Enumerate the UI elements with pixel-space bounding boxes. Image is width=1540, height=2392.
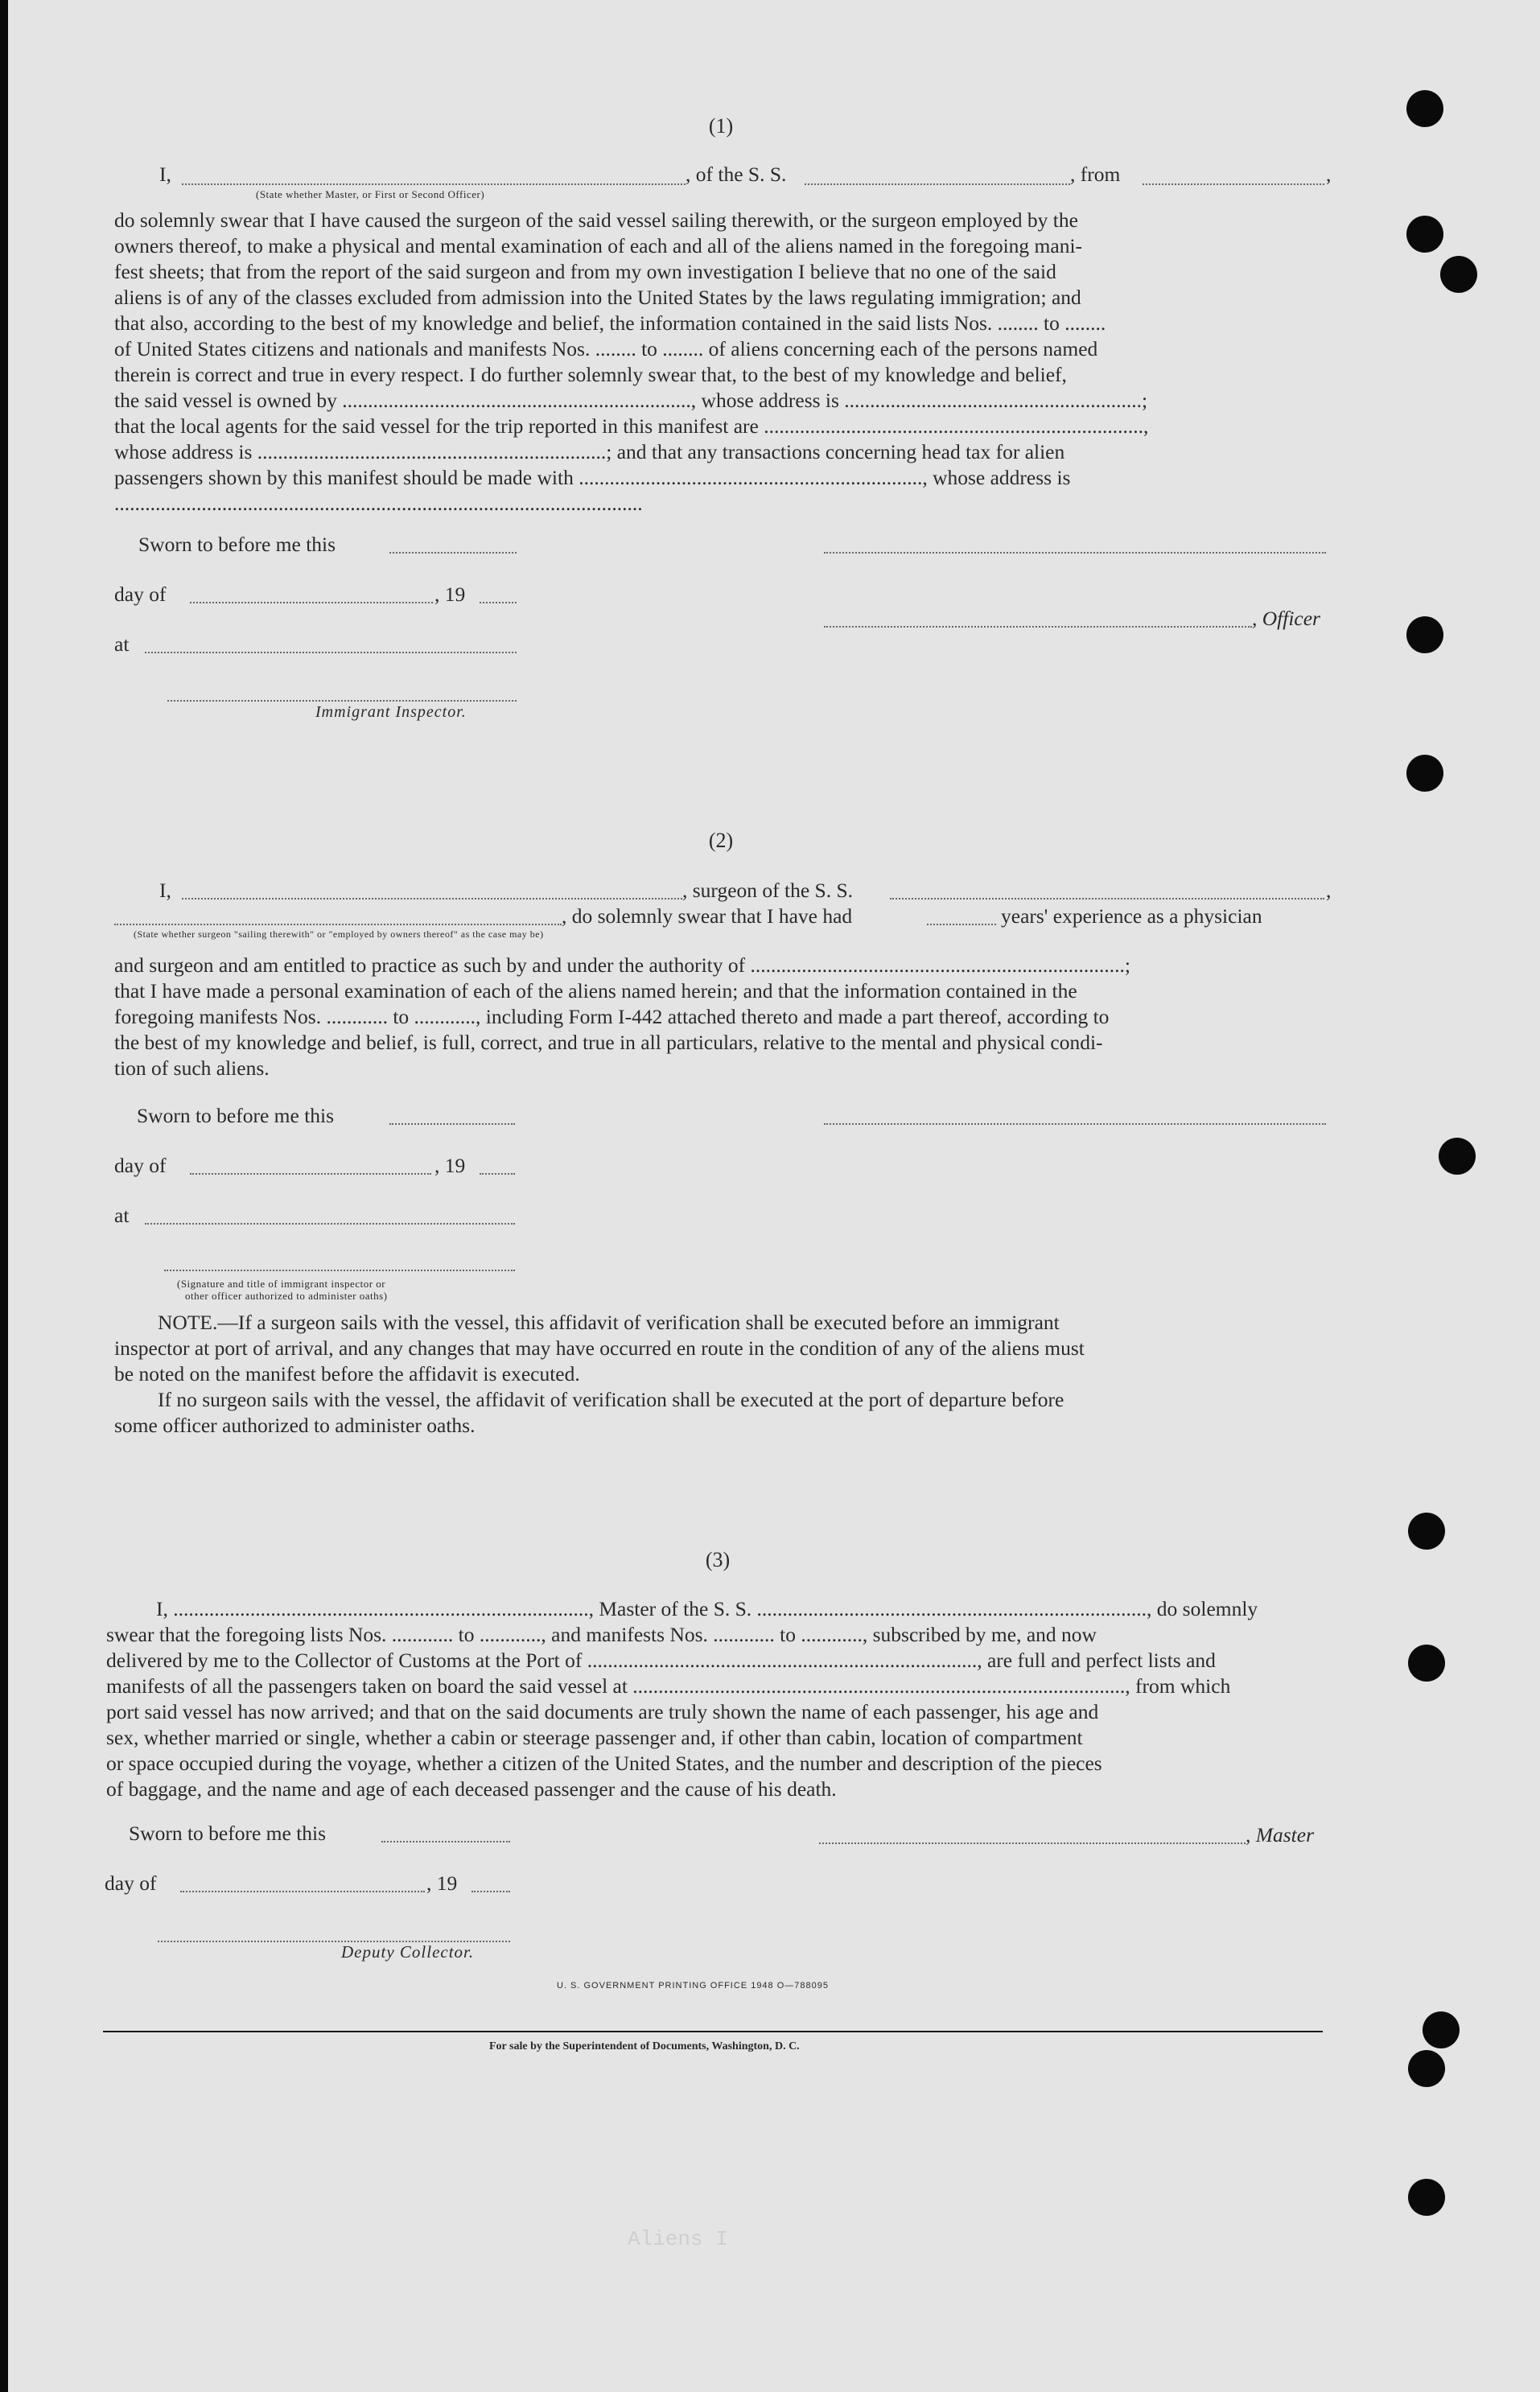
body-line: tion of such aliens. xyxy=(114,1056,270,1080)
collector-label: Deputy Collector. xyxy=(341,1942,475,1962)
section2-note xyxy=(114,1310,1328,1439)
body-line: sex, whether married or single, whether a cabin or steerage passenger and, if other than cabin, location of compartment xyxy=(106,1726,1083,1749)
swear-label: , do solemnly swear that I have had xyxy=(562,904,853,928)
section2-body xyxy=(114,953,1328,1081)
from-port-field[interactable] xyxy=(1143,183,1324,185)
year-field[interactable] xyxy=(471,1891,510,1892)
punch-hole xyxy=(1423,2011,1460,2048)
body-line: the best of my knowledge and belief, is full, correct, and true in all particulars, relative to the mental and physical condi- xyxy=(114,1031,1103,1054)
body-line: foregoing manifests Nos. ............ to ............, including Form I-442 attached thereto and made a part thereof, according to xyxy=(114,1005,1110,1028)
month-field[interactable] xyxy=(190,1173,431,1175)
master-label: , Master xyxy=(1246,1823,1314,1846)
punch-hole xyxy=(1406,755,1443,792)
body-line: port said vessel has now arrived; and that on the said documents are truly shown the name of each passenger, his age and xyxy=(106,1700,1099,1723)
sworn-label: Sworn to before me this xyxy=(129,1822,327,1845)
year-field[interactable] xyxy=(480,602,517,603)
officer-title-field[interactable] xyxy=(824,626,1252,628)
years-field[interactable] xyxy=(927,924,996,925)
body-line: or space occupied during the voyage, whether a citizen of the United States, and the number and description of the pieces xyxy=(106,1752,1102,1775)
surgeon-ship-field[interactable] xyxy=(890,898,1324,900)
body-line: do solemnly swear that I have caused the surgeon of the said vessel sailing therewith, or the surgeon employed by the xyxy=(114,208,1078,232)
month-field[interactable] xyxy=(190,602,433,603)
section3-number: (3) xyxy=(705,1548,731,1571)
body-line: I, ................................................................................., Master of the S. S. ............................................................................, do solemnly xyxy=(156,1597,1258,1620)
inspector-signature-field[interactable] xyxy=(167,700,517,702)
body-line: and surgeon and am entitled to practice as such by and under the authority of .........................................................................; xyxy=(114,953,1130,977)
line-end-comma: , xyxy=(1326,163,1332,186)
body-line: whose address is ....................................................................; and that any transactions concerning head tax for alien xyxy=(114,440,1065,463)
punch-hole xyxy=(1408,2050,1445,2087)
surgeon-status-note: (State whether surgeon "sailing therewith" or "employed by owners thereof" as the case may be) xyxy=(134,928,544,940)
punch-hole xyxy=(1408,2179,1445,2216)
at-place-field[interactable] xyxy=(145,652,517,653)
body-line: ....................................................................................................... xyxy=(114,492,643,515)
body-line: fest sheets; that from the report of the said surgeon and from my own investigation I believe that no one of the said xyxy=(114,260,1056,283)
officer-name-field[interactable] xyxy=(182,183,686,185)
year-field[interactable] xyxy=(480,1173,515,1175)
month-field[interactable] xyxy=(180,1891,425,1892)
oath-pronoun: I, xyxy=(159,163,171,186)
year-label: , 19 xyxy=(434,1154,466,1177)
of-ship-label: , of the S. S. xyxy=(686,163,787,186)
body-line: passengers shown by this manifest should be made with ..................................................................., whose address is xyxy=(114,466,1071,489)
sworn-day-field[interactable] xyxy=(389,1123,515,1125)
note-line: inspector at port of arrival, and any changes that may have occurred en route in the condition of any of the aliens must xyxy=(114,1336,1085,1360)
section2-pronoun: I, xyxy=(159,879,171,902)
master-signature-field[interactable] xyxy=(819,1842,1246,1844)
surgeon-signature-field[interactable] xyxy=(824,1123,1326,1125)
signature-note: other officer authorized to administer oaths) xyxy=(185,1290,388,1302)
punch-hole xyxy=(1406,616,1443,653)
inspector-label: Immigrant Inspector. xyxy=(315,703,467,721)
officer-label: , Officer xyxy=(1252,607,1320,630)
body-line: that also, according to the best of my knowledge and belief, the information contained in the said lists Nos. ........ to ........ xyxy=(114,311,1106,335)
note-line: NOTE.—If a surgeon sails with the vessel, this affidavit of verification shall be executed before an immigrant xyxy=(158,1311,1060,1334)
from-label: , from xyxy=(1070,163,1121,186)
note-line: be noted on the manifest before the affidavit is executed. xyxy=(114,1362,580,1385)
sworn-label: Sworn to before me this xyxy=(137,1104,335,1127)
day-of-label: day of xyxy=(114,583,167,606)
section1-number: (1) xyxy=(708,114,734,138)
year-label: , 19 xyxy=(426,1871,458,1895)
punch-hole xyxy=(1408,1645,1445,1682)
for-sale-notice: For sale by the Superintendent of Documents, Washington, D. C. xyxy=(489,2040,800,2052)
body-line: therein is correct and true in every respect. I do further solemnly swear that, to the best of my knowledge and belief, xyxy=(114,363,1067,386)
punch-hole xyxy=(1406,90,1443,127)
body-line: of baggage, and the name and age of each deceased passenger and the cause of his death. xyxy=(106,1777,837,1801)
year-label: , 19 xyxy=(434,583,466,606)
surgeon-of-label: , surgeon of the S. S. xyxy=(682,879,854,902)
day-of-label: day of xyxy=(105,1871,157,1895)
signature-note: (Signature and title of immigrant inspector or xyxy=(177,1278,386,1290)
note-line: If no surgeon sails with the vessel, the affidavit of verification shall be executed at the port of departure before xyxy=(158,1388,1064,1411)
body-line: manifests of all the passengers taken on board the said vessel at ................................................................................................, from which xyxy=(106,1674,1231,1698)
body-line: the said vessel is owned by ...................................................................., whose address is ..........................................................; xyxy=(114,389,1148,412)
footer-rule xyxy=(103,2031,1323,2032)
gpo-imprint: U. S. GOVERNMENT PRINTING OFFICE 1948 O—788095 xyxy=(557,1981,829,1991)
inspector-signature-field[interactable] xyxy=(164,1270,515,1271)
sailing-status-field[interactable] xyxy=(114,924,562,925)
sworn-day-field[interactable] xyxy=(389,552,517,554)
note-line: some officer authorized to administer oaths. xyxy=(114,1414,476,1437)
day-of-label: day of xyxy=(114,1154,167,1177)
years-label: years' experience as a physician xyxy=(1001,904,1262,928)
section1-body xyxy=(114,208,1328,517)
punch-hole xyxy=(1406,216,1443,253)
at-label: at xyxy=(114,632,130,656)
surgeon-name-field[interactable] xyxy=(182,898,682,900)
section2-number: (2) xyxy=(708,829,734,852)
sworn-day-field[interactable] xyxy=(381,1841,510,1842)
sworn-label: Sworn to before me this xyxy=(138,533,336,556)
body-line: delivered by me to the Collector of Customs at the Port of ............................................................................, are full and perfect lists and xyxy=(106,1649,1216,1672)
officer-signature-field[interactable] xyxy=(824,552,1326,554)
ship-name-field[interactable] xyxy=(805,183,1070,185)
punch-hole xyxy=(1440,256,1477,293)
section1-oath-line xyxy=(159,163,171,187)
body-line: owners thereof, to make a physical and mental examination of each and all of the aliens named in the foregoing mani- xyxy=(114,234,1083,257)
section3-body xyxy=(106,1596,1326,1802)
body-line: of United States citizens and nationals and manifests Nos. ........ to ........ of aliens concerning each of the persons named xyxy=(114,337,1098,360)
bleed-through-text: Aliens I xyxy=(628,2227,728,2251)
body-line: that I have made a personal examination of each of the aliens named herein; and that the information contained in the xyxy=(114,979,1077,1002)
line-end-comma: , xyxy=(1326,879,1332,902)
at-label: at xyxy=(114,1204,130,1227)
punch-hole xyxy=(1408,1513,1445,1550)
at-place-field[interactable] xyxy=(145,1223,515,1225)
officer-rank-note: (State whether Master, or First or Second Officer) xyxy=(256,188,485,200)
body-line: swear that the foregoing lists Nos. ............ to ............, and manifests Nos. ............ to ............, subscribed by me, and now xyxy=(106,1623,1097,1646)
punch-hole xyxy=(1439,1138,1476,1175)
body-line: that the local agents for the said vessel for the trip reported in this manifest are .........................................................................., xyxy=(114,414,1149,438)
body-line: aliens is of any of the classes excluded from admission into the United States by the laws regulating immigration; and xyxy=(114,286,1081,309)
